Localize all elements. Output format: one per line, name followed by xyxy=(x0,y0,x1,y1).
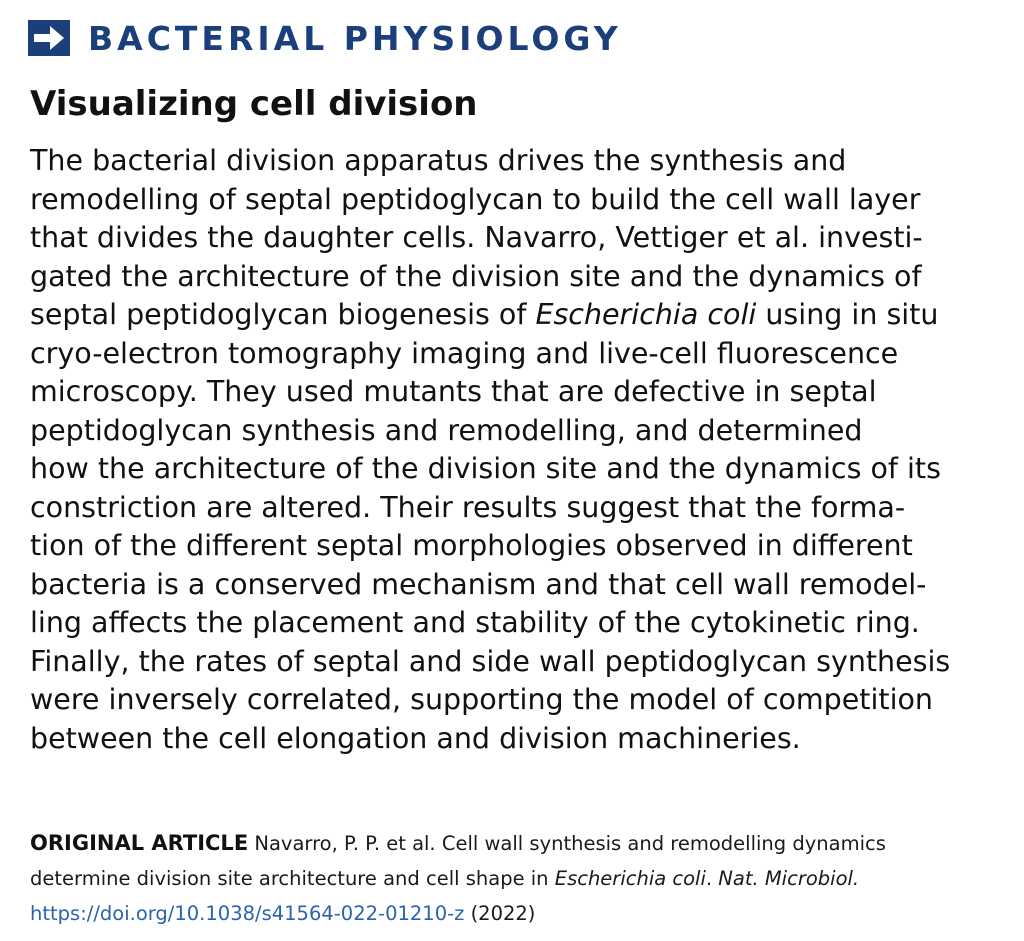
doi-link[interactable]: https://doi.org/10.1038/s41564-022-01210-z xyxy=(30,902,465,925)
body-line: bacteria is a conserved mechanism and that cell wall remodel- xyxy=(30,567,927,601)
original-article-label: ORIGINAL ARTICLE xyxy=(30,831,249,855)
body-line: were inversely correlated, supporting the model of competition xyxy=(30,683,933,716)
body-line: The bacterial division apparatus drives the synthesis and xyxy=(30,144,847,177)
body-line: remodelling of septal peptidoglycan to build the cell wall layer xyxy=(30,182,921,216)
article-body xyxy=(30,142,1020,758)
body-line: peptidoglycan synthesis and remodelling, and determined xyxy=(30,413,863,447)
citation-line-1 xyxy=(30,826,1020,861)
body-text-segment: septal peptidoglycan biogenesis of xyxy=(30,298,536,331)
body-line: ling affects the placement and stability of the cytokinetic ring. xyxy=(30,606,920,639)
article-title: Visualizing cell division xyxy=(30,84,478,124)
citation-authors: Navarro, P. P. et al. Cell wall synthesis and remodelling dynamics xyxy=(248,832,886,855)
reference-citation xyxy=(30,826,1020,931)
species-name: Escherichia coli xyxy=(535,298,757,331)
body-line: cryo-electron tomography imaging and live-cell fluorescence xyxy=(30,336,899,370)
body-line: how the architecture of the division site and the dynamics of its xyxy=(30,452,941,485)
citation-title-text: determine division site architecture and cell shape in xyxy=(30,867,555,890)
citation-species: Escherichia coli xyxy=(554,867,706,890)
section-header xyxy=(28,18,622,58)
section-label: BACTERIAL PHYSIOLOGY xyxy=(88,18,622,58)
citation-journal: Nat. Microbiol. xyxy=(718,867,860,890)
citation-line-2 xyxy=(30,861,1020,896)
body-line: constriction are altered. Their results suggest that the forma- xyxy=(30,490,906,524)
body-line xyxy=(30,296,1020,335)
arrow-right-icon xyxy=(28,20,70,56)
citation-separator: . xyxy=(705,867,719,890)
body-line: microscopy. They used mutants that are defective in septal xyxy=(30,375,877,408)
citation-year: (2022) xyxy=(464,902,536,925)
body-line: that divides the daughter cells. Navarro, Vettiger et al. investi- xyxy=(30,221,923,254)
body-line: Finally, the rates of septal and side wall peptidoglycan synthesis xyxy=(30,644,951,678)
citation-line-3 xyxy=(30,896,1020,931)
body-line: gated the architecture of the division site and the dynamics of xyxy=(30,259,922,293)
body-line: tion of the different septal morphologies observed in different xyxy=(30,529,913,562)
body-text-segment: using in situ xyxy=(756,298,939,331)
body-line: between the cell elongation and division machineries. xyxy=(30,721,801,755)
